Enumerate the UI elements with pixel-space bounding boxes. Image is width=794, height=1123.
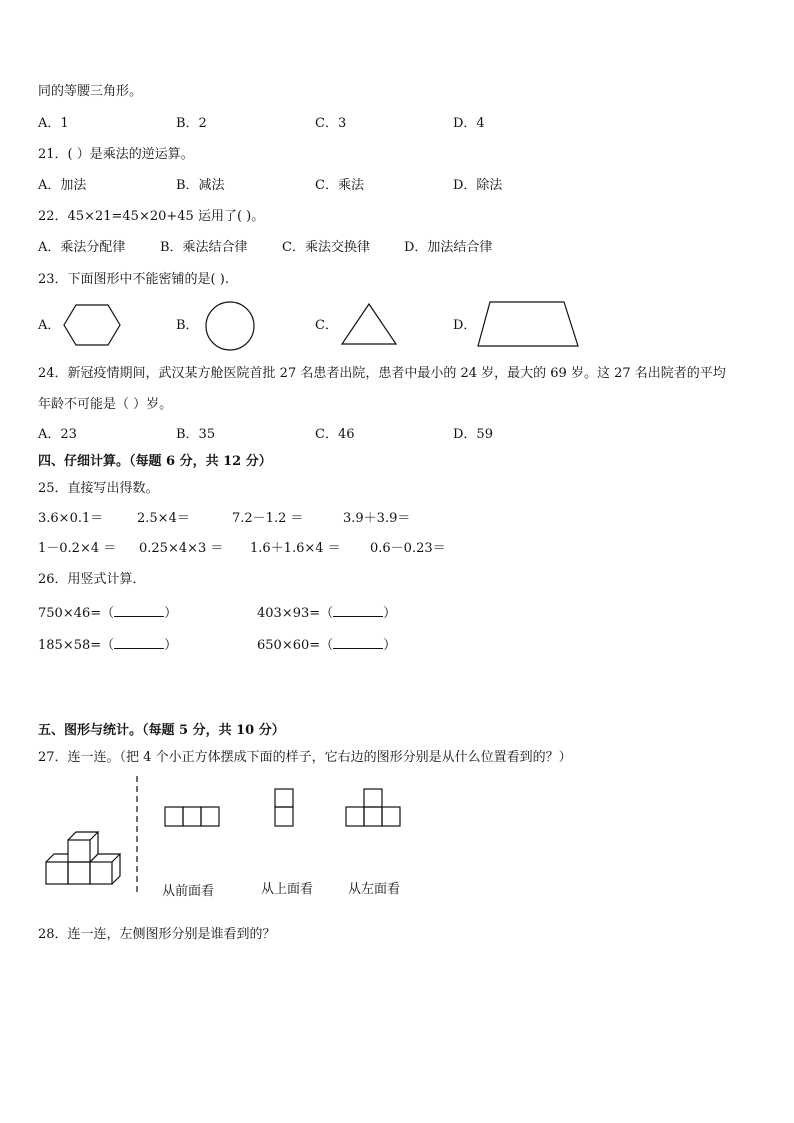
view-left-shape[interactable] bbox=[345, 788, 403, 828]
question-24-line2: 年龄不可能是（ ）岁。 bbox=[38, 397, 173, 412]
option-a: A．1 bbox=[38, 116, 69, 131]
option-a: A．乘法分配律 bbox=[38, 240, 126, 255]
question-21-stem: 21．( ）是乘法的逆运算。 bbox=[38, 147, 194, 162]
calc-item: 1－0.2×4 ＝ bbox=[38, 541, 117, 556]
option-b: B．减法 bbox=[176, 178, 225, 193]
calc-expression: 750×46=（ bbox=[38, 606, 115, 621]
question-28-stem: 28．连一连，左侧图形分别是谁看到的？ bbox=[38, 927, 276, 942]
option-c: C．3 bbox=[315, 116, 347, 131]
question-24-line1: 24．新冠疫情期间，武汉某方舱医院首批 27 名患者出院，患者中最小的 24 岁，最大的 69 岁。这 27 名出院者的平均 bbox=[38, 366, 726, 381]
option-a: A．加法 bbox=[38, 178, 87, 193]
close-paren: ） bbox=[383, 606, 397, 621]
option-b: B． bbox=[176, 318, 199, 333]
option-a: A． bbox=[38, 318, 61, 333]
circle-icon bbox=[204, 300, 256, 352]
hexagon-icon bbox=[62, 304, 122, 346]
calc-item: 3.6×0.1＝ bbox=[38, 511, 104, 526]
question-20-tail: 同的等腰三角形。 bbox=[38, 84, 143, 99]
triangle-icon bbox=[340, 302, 398, 346]
option-d: D．加法结合律 bbox=[404, 240, 493, 255]
label-top-view[interactable]: 从上面看 bbox=[261, 882, 314, 897]
close-paren: ） bbox=[164, 638, 178, 653]
question-23-stem: 23．下面图形中不能密铺的是( ). bbox=[38, 272, 229, 287]
calc-item: 2.5×4＝ bbox=[137, 511, 190, 526]
answer-blank[interactable] bbox=[333, 604, 383, 617]
option-b: B．2 bbox=[176, 116, 207, 131]
question-25-stem: 25．直接写出得数。 bbox=[38, 481, 159, 496]
option-c: C． bbox=[315, 318, 338, 333]
vertical-calc-item bbox=[257, 636, 396, 654]
view-front-shape[interactable] bbox=[164, 806, 222, 828]
cube-arrangement-figure bbox=[44, 826, 124, 886]
option-d: D．4 bbox=[453, 116, 485, 131]
option-c: C．46 bbox=[315, 427, 355, 442]
dashed-divider bbox=[134, 776, 140, 896]
section-4-title: 四、仔细计算。（每题 6 分，共 12 分） bbox=[38, 454, 272, 469]
question-26-stem: 26．用竖式计算． bbox=[38, 572, 146, 587]
calc-expression: 403×93=（ bbox=[257, 606, 334, 621]
vertical-calc-item bbox=[257, 604, 396, 622]
calc-item: 1.6＋1.6×4 ＝ bbox=[250, 541, 341, 556]
question-22-stem: 22．45×21=45×20+45 运用了( )。 bbox=[38, 209, 265, 224]
option-b: B．35 bbox=[176, 427, 216, 442]
option-d: D． bbox=[453, 318, 477, 333]
section-5-title: 五、图形与统计。（每题 5 分，共 10 分） bbox=[38, 723, 285, 738]
vertical-calc-item bbox=[38, 604, 177, 622]
label-front-view[interactable]: 从前面看 bbox=[162, 884, 215, 899]
calc-item: 3.9＋3.9＝ bbox=[343, 511, 411, 526]
option-c: C．乘法交换律 bbox=[282, 240, 370, 255]
calc-item: 0.6－0.23＝ bbox=[370, 541, 446, 556]
trapezoid-icon bbox=[476, 300, 580, 348]
close-paren: ） bbox=[164, 606, 178, 621]
calc-expression: 650×60=（ bbox=[257, 638, 334, 653]
calc-item: 7.2－1.2 ＝ bbox=[232, 511, 304, 526]
option-d: D．59 bbox=[453, 427, 493, 442]
close-paren: ） bbox=[383, 638, 397, 653]
answer-blank[interactable] bbox=[114, 604, 164, 617]
option-c: C．乘法 bbox=[315, 178, 364, 193]
option-a: A．23 bbox=[38, 427, 77, 442]
option-b: B．乘法结合律 bbox=[160, 240, 248, 255]
option-d: D．除法 bbox=[453, 178, 503, 193]
calc-item: 0.25×4×3 ＝ bbox=[139, 541, 224, 556]
vertical-calc-item bbox=[38, 636, 177, 654]
answer-blank[interactable] bbox=[114, 636, 164, 649]
calc-expression: 185×58=（ bbox=[38, 638, 115, 653]
view-top-shape[interactable] bbox=[274, 788, 296, 828]
answer-blank[interactable] bbox=[333, 636, 383, 649]
question-27-stem: 27．连一连。（把 4 个小正方体摆成下面的样子，它右边的图形分别是从什么位置看到的？） bbox=[38, 750, 572, 765]
label-left-view[interactable]: 从左面看 bbox=[348, 882, 401, 897]
